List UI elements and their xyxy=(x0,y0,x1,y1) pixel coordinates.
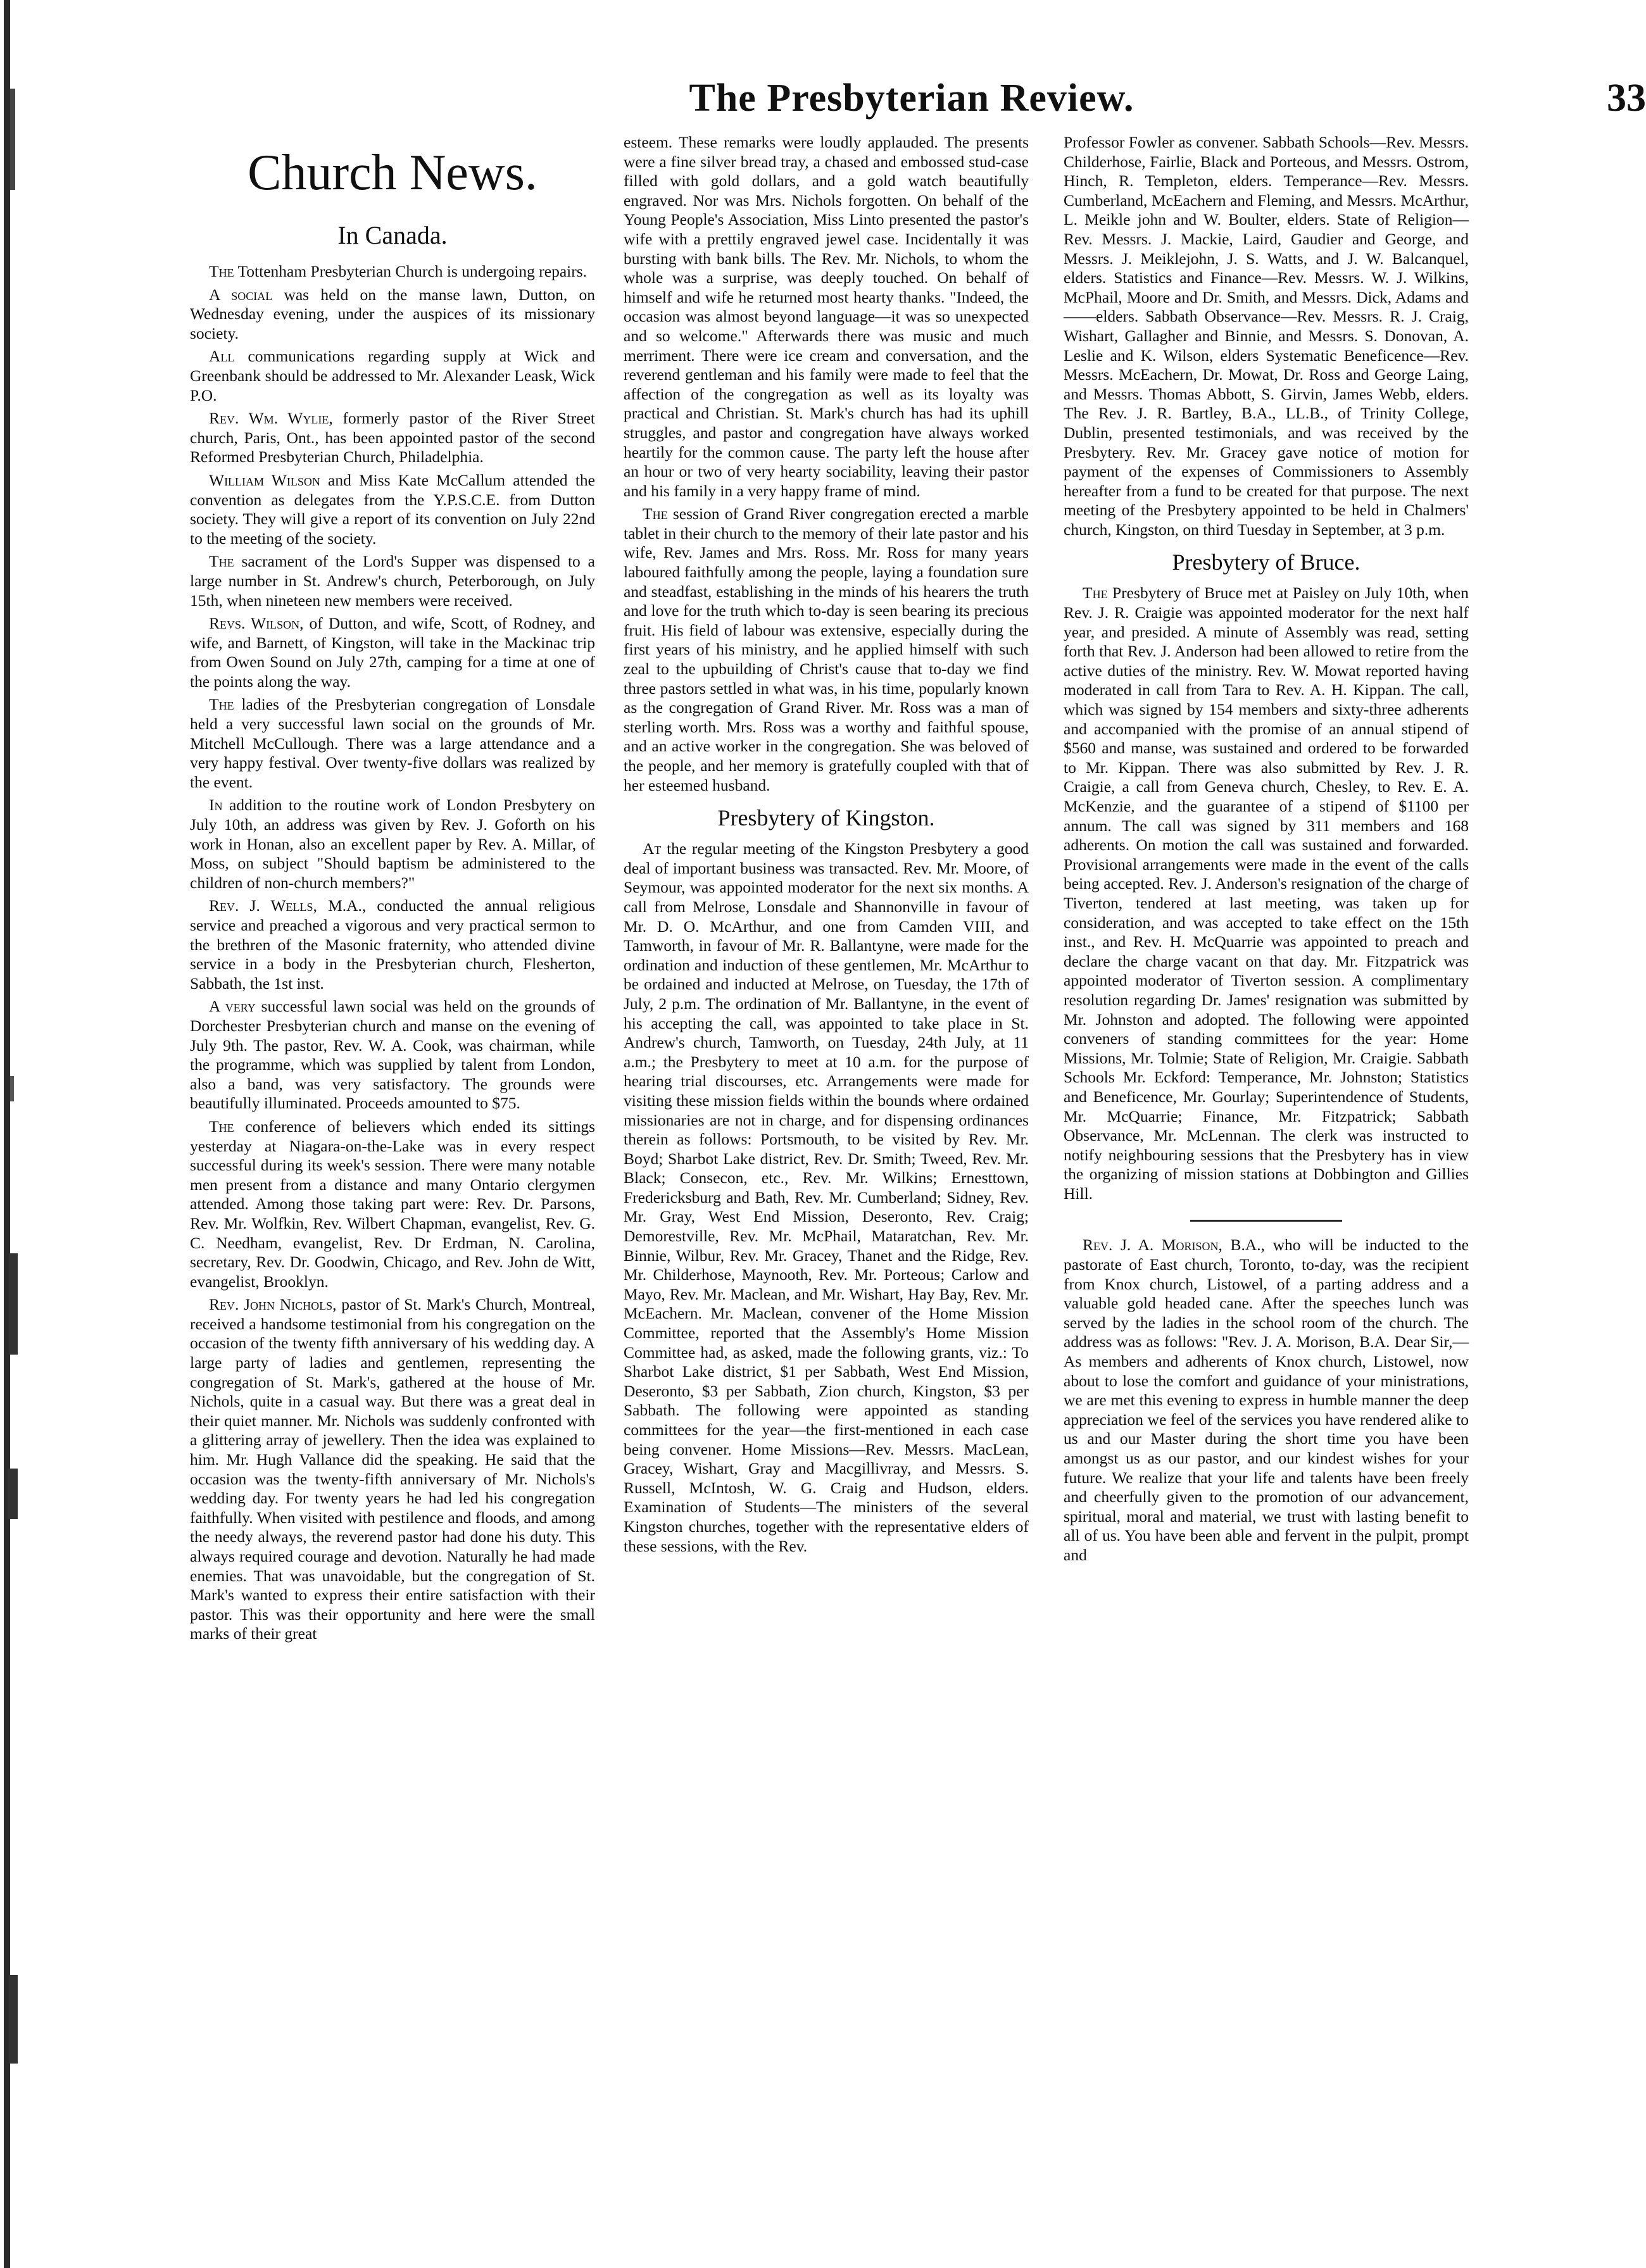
news-paragraph xyxy=(190,1117,595,1291)
paragraph-text: formerly pastor of the River Street church, Paris, Ont., has been appointed pastor of the second Reformed Presbyterian Church, Philadelphia. xyxy=(190,409,595,467)
paragraph-text: conference of believers which ended its sittings yesterday at Niagara-on-the-Lake was in every respect successful during its week's session. There were many notable men present from a distance and many Ontario clergymen attended. Among those taking part were: Rev. Dr. Parsons, Rev. Mr. Wolfkin, Rev. Wilbert Chapman, evangelist, Rev. G. C. Needham, evangelist, Rev. Dr Erdman, N. Carolina, secretary, Rev. Dr. Goodwin, Chicago, and Rev. John de Witt, evangelist, Brooklyn. xyxy=(190,1117,595,1291)
paragraph-lead: Rev. J. A. Morison, xyxy=(1083,1236,1222,1255)
paragraph-lead: The xyxy=(643,504,668,523)
paragraph-text: communications regarding supply at Wick and Greenbank should be addressed to Mr. Alexander Leask, Wick P.O. xyxy=(190,347,595,404)
paragraph-text: the regular meeting of the Kingston Presbytery a good deal of important business was transacted. Rev. Mr. Moore, of Seymour, was appointed moderator for the next six months. A call from Melrose, Lonsdale and Shannonville in favour of Mr. D. O. McArthur, and one from Camden VIII, and Tamworth, in favour of Mr. R. Ballantyne, were made for the ordination and induction of these gentlemen, Mr. McArthur to be ordained and inducted at Melrose, on Tuesday, the 17th of July, 2 p.m. The ordination of Mr. Ballantyne, in the event of his accepting the call, was appointed to take place in St. Andrew's church, Tamworth, on Tuesday, 24th July, at 11 a.m.; the Presbytery to meet at 10 a.m. for the purpose of hearing trial discourses, etc. Arrangements were made for visiting these mission fields within the bounds where ordained missionaries are not in charge, and for dispensing ordinances therein as follows: Portsmouth, to be visited by Rev. Mr. Boyd; Sharbot Lake district, Rev. Dr. Smith; Tweed, Rev. Mr. Black; Consecon, etc., Rev. Mr. Wilkins; Ernesttown, Fredericksburg and Bath, Rev. Mr. Cumberland; Sidney, Rev. Mr. Gray, West End Mission, Deseronto, Rev. Craig; Demorestville, Rev. Mr. McPhail, Mataratchan, Rev. Mr. Binnie, Wilbur, Rev. Mr. Gracey, Thanet and the Ridge, Rev. Mr. Childerhose, Maynooth, Rev. Mr. Porteous; Carlow and Mayo, Rev. Mr. Maclean, and Mr. Wishart, Hay Bay, Rev. Mr. McEachern. Mr. Maclean, convener of the Home Mission Committee, reported that the Assembly's Home Mission Committee had, as asked, made the following grants, viz.: To Sharbot Lake district, $1 per Sabbath, West End Mission, Deseronto, $3 per Sabbath, Zion church, Kingston, $3 per Sabbath. The following were appointed as standing committees for the year—the first-mentioned in each case being convener. Home Missions—Rev. Messrs. MacLean, Gracey, Wishart, Gray and Macgillivray, and Messrs. S. Russell, McIntosh, W. G. Craig and Hudson, elders. Examination of Students—The ministers of the several Kingston churches, together with the representative elders of these sessions, with the Rev. xyxy=(624,839,1029,1555)
section-title-church-news: Church News. xyxy=(248,145,537,201)
paragraph-text: sacrament of the Lord's Supper was dispensed to a large number in St. Andrew's church, Peterborough, on July 15th, when nineteen new members were received. xyxy=(190,552,595,610)
news-paragraph xyxy=(190,552,595,610)
news-paragraph xyxy=(190,896,595,993)
news-paragraph xyxy=(190,409,595,467)
column-right xyxy=(1064,133,1469,2241)
paragraph-lead: All xyxy=(209,347,235,366)
paragraph-lead: Rev. J. Wells, M.A., xyxy=(209,896,367,915)
paragraph-text: esteem. These remarks were loudly applauded. The presents were a fine silver bread tray, a chased and embossed stud-case filled with gold dollars, and a gold watch beautifully engraved. Nor was Mrs. Nichols forgotten. On behalf of the Young People's Association, Miss Linto presented the pastor's wife with a prettily engraved jewel case. Incidentally it was bursting with bank bills. The Rev. Mr. Nichols, to whom the whole was a surprise, was deeply touched. On behalf of himself and wife he returned most hearty thanks. "Indeed, the occasion was almost beyond language—it was so unexpected and so welcome." Afterwards there was music and much merriment. There were ice cream and conversation, and the reverend gentleman and his family were made to feel that the affection of the congregation as well as its loyalty was practical and Christian. St. Mark's church has had its uphill struggles, and pastor and congregation have always worked heartily for the common cause. The party left the house after an hour or two of very hearty sociability, leaving their pastor and his family in a very happy frame of mind. xyxy=(624,133,1029,500)
paragraph-lead: The xyxy=(209,552,234,571)
news-paragraph xyxy=(190,285,595,344)
news-paragraph xyxy=(190,695,595,792)
paragraph-text: of Dutton, and wife, Scott, of Rodney, and wife, and Barnett, of Kingston, will take in the Mackinac trip from Owen Sound on July 27th, camping for a time at one of the points along the way. xyxy=(190,614,596,691)
binding-edge xyxy=(0,0,44,2268)
paragraph-lead: The xyxy=(209,1117,234,1136)
news-paragraph xyxy=(1064,584,1469,1203)
paragraph-lead: The xyxy=(1083,584,1108,603)
paragraph-text: Professor Fowler as convener. Sabbath Schools—Rev. Messrs. Childerhose, Fairlie, Black and Porteous, and Messrs. Ostrom, Hinch, R. Templeton, elders. Temperance—Rev. Messrs. Cumberland, McEachern and Fleming, and Messrs. McArthur, L. Meikle john and W. Boulter, elders. State of Religion—Rev. Messrs. J. Mackie, Laird, Gaudier and George, and Messrs. J. Meiklejohn, J. S. Watts, and J. W. Balcanquel, elders. Statistics and Finance—Rev. Messrs. W. J. Wilkins, McPhail, Moore and Dr. Smith, and Messrs. Dick, Adams and——elders. Sabbath Observance—Rev. Messrs. R. J. Craig, Wishart, Gallagher and Binnie, and Messrs. S. Donovan, A. Leslie and K. Wilson, elders Systematic Beneficence—Rev. Messrs. McEachern, Dr. Mowat, Dr. Ross and George Laing, and Messrs. Thomas Abbott, S. Girvin, James Webb, elders. The Rev. J. R. Bartley, B.A., LL.B., of Trinity College, Dublin, presented testimonials, and was received by the Presbytery. Rev. Mr. Gracey gave notice of motion for payment of the expenses of Commissioners to Assembly hereafter from a fund to be created for that purpose. The next meeting of the Presbytery appointed to be held in Chalmers' church, Kingston, on third Tuesday in September, at 3 p.m. xyxy=(1064,133,1469,539)
subsection-title-in-canada: In Canada. xyxy=(337,221,448,249)
news-paragraph xyxy=(624,133,1029,501)
paragraph-text: Presbytery of Bruce met at Paisley on July 10th, when Rev. J. R. Craigie was appointed moderator for the next half year, and presided. A minute of Assembly was read, setting forth that Rev. J. Anderson had been allowed to retire from the active duties of the ministry. Rev. W. Mowat reported having moderated in call from Tara to Rev. A. H. Kippan. The call, which was signed by 154 members and sixty-three adherents and accompanied with the promise of an annual stipend of $560 and manse, was sustained and ordered to be forwarded to Mr. Kippan. There was also submitted by Rev. J. R. Craigie, a call from Geneva church, Chesley, to Rev. E. A. McKenzie, and the guarantee of a stipend of $1100 per annum. The call was signed by 311 members and 168 adherents. On motion the call was sustained and forwarded. Provisional arrangements were made in the event of the calls being accepted. Rev. J. Anderson's resignation of the charge of Tiverton, tendered at last meeting, was taken up for consideration, and was accepted to take effect on the 15th inst., and Rev. H. McQuarrie was appointed to preach and declare the charge vacant on that day. Mr. Fitzpatrick was appointed moderator of Tiverton session. A complimentary resolution regarding Dr. James' resignation was submitted by Mr. Johnston and adopted. The following were appointed conveners of standing committees for the year: Home Missions, Mr. Tolmie; State of Religion, Mr. Craigie. Sabbath Schools Mr. Eckford: Temperance, Mr. Johnston; Statistics and Beneficence, Mr. Gourlay; Superintendence of Students, Mr. McQuarrie; Finance, Mr. Fitzpatrick; Sabbath Observance, Mr. McLennan. The clerk was instructed to notify neighbouring sessions that the Presbytery has in view the organizing of mission stations at Dobbington and Gillies Hill. xyxy=(1064,584,1469,1203)
news-paragraph xyxy=(1064,1236,1469,1565)
paragraph-text: B.A., who will be inducted to the pastorate of East church, Toronto, to-day, was the recipient from Knox church, Listowel, of a parting address and a valuable gold headed cane. After the speeches lunch was served by the ladies in the school room of the church. The address was as follows: "Rev. J. A. Morison, B.A. Dear Sir,—As members and adherents of Knox church, Listowel, now about to lose the comfort and guidance of your ministrations, we are met this evening to express in humble manner the deep appreciation we feel of the services you have rendered alike to us and our Master during the short time you have been amongst us as our pastor, and our kindest wishes for your future. We realize that your life and talents have been freely and cheerfully given to the promotion of our advancement, spiritual, moral and material, we trust with lasting benefit to all of us. You have been able and fervent in the pulpit, prompt and xyxy=(1064,1236,1469,1564)
paragraph-text: and Miss Kate McCallum attended the convention as delegates from the Y.P.S.C.E. from Dutton society. They will give a report of its convention on July 22nd to the meeting of the society. xyxy=(190,470,595,548)
paragraph-text: was held on the manse lawn, Dutton, on Wednesday evening, under the auspices of its missionary society. xyxy=(190,285,595,342)
paragraph-text: ladies of the Presbyterian congregation of Lonsdale held a very successful lawn social on the grounds of Mr. Mitchell McCullough. There was a large attendance and a very happy festival. Over twenty-five dollars was realized by the event. xyxy=(190,695,595,791)
paragraph-lead: The xyxy=(209,262,234,280)
news-paragraph xyxy=(190,997,595,1113)
paragraph-lead: A very xyxy=(209,997,256,1016)
news-paragraph xyxy=(190,471,595,548)
news-paragraph xyxy=(190,1295,595,1644)
paragraph-text: conducted the annual religious service and preached a vigorous and very practical sermon to the brethren of the Masonic fraternity, who attended divine service in a body in the Presbyterian church, Flesherton, Sabbath, the 1st inst. xyxy=(190,896,596,993)
paragraph-text: successful lawn social was held on the grounds of Dorchester Presbyterian church and manse on the evening of July 9th. The pastor, Rev. W. A. Cook, was chairman, while the programme, which was supplied by talent from London, also a band, was very satisfactory. The grounds were beautifully illuminated. Proceeds amounted to $75. xyxy=(190,997,596,1113)
paragraph-text: Tottenham Presbyterian Church is undergoing repairs. xyxy=(234,262,587,280)
paragraph-text: session of Grand River congregation erected a marble tablet in their church to the memory of their late pastor and his wife, Rev. James and Mrs. Ross. Mr. Ross for many years laboured faithfully among the people, laying a foundation sure and steadfast, establishing in the minds of his hearers the truth and love for the truth which to-day is seen bearing its precious fruit. His field of labour was extensive, especially during the first years of his ministry, and he applied himself with such zeal to the upbuilding of Christ's cause that to-day we find three pastors settled in what was, in his time, popularly known as the congregation of Grand River. Mr. Ross was a man of sterling worth. Mrs. Ross was a worthy and faithful spouse, and an active worker in the congregation. She was beloved of the people, and her memory is gratefully coupled with that of her esteemed husband. xyxy=(624,504,1029,794)
paragraph-lead: William Wilson xyxy=(209,470,320,489)
column-middle xyxy=(624,133,1029,2241)
news-paragraph xyxy=(1064,133,1469,539)
morison-item xyxy=(1064,1236,1469,1565)
page-number: 33 xyxy=(1607,77,1646,120)
paragraph-lead: In xyxy=(209,796,223,815)
column-left xyxy=(190,133,595,2241)
kingston-report xyxy=(624,839,1029,1556)
news-items-middle xyxy=(624,133,1029,795)
paragraph-text: addition to the routine work of London Presbytery on July 10th, an address was given by Rev. J. Goforth on his work in Honan, also an excellent paper by Rev. A. Millar, of Moss, on subject "Should baptism be administered to the children of non-church members?" xyxy=(190,796,595,892)
section-title-presbytery-of-bruce: Presbytery of Bruce. xyxy=(1172,549,1360,575)
news-paragraph xyxy=(190,614,595,691)
paragraph-lead: At xyxy=(643,839,662,858)
section-divider xyxy=(1190,1220,1342,1222)
paragraph-lead: The xyxy=(209,695,234,714)
paragraph-lead: A social xyxy=(209,285,273,304)
bruce-report xyxy=(1064,584,1469,1203)
running-title: The Presbyterian Review. xyxy=(689,77,1134,120)
paragraph-lead: Rev. John Nichols, xyxy=(209,1295,337,1314)
section-title-presbytery-of-kingston: Presbytery of Kingston. xyxy=(717,805,935,831)
news-paragraph xyxy=(190,262,595,282)
news-paragraph xyxy=(624,504,1029,795)
news-paragraph xyxy=(624,839,1029,1556)
paragraph-lead: Revs. Wilson, xyxy=(209,614,304,633)
paragraph-text: pastor of St. Mark's Church, Montreal, received a handsome testimonial from his congregation on the occasion of the twenty fifth anniversary of his wedding day. A large party of ladies and gentlemen, representing the congregation of St. Mark's, gathered at the house of Mr. Nichols, quite in a casual way. But there was a great deal in their quiet manner. Mr. Nichols was suddenly confronted with a glittering array of jewellery. Then the idea was explained to him. Mr. Hugh Vallance did the speaking. He said that the occasion was the twenty-fifth anniversary of Mr. Nichols's wedding day. For twenty years he had led his congregation faithfully. When visited with pestilence and floods, and among the needy always, the reverend pastor had done his duty. This always required courage and devotion. Naturally he had made enemies. That was unavoidable, but the congregation of St. Mark's wanted to express their entire satisfaction with their pastor. This was their opportunity and here were the small marks of their great xyxy=(190,1295,595,1643)
news-paragraph xyxy=(190,347,595,405)
kingston-report-continued xyxy=(1064,133,1469,539)
paragraph-lead: Rev. Wm. Wylie, xyxy=(209,409,333,428)
page-header xyxy=(190,63,1646,133)
news-items-left xyxy=(190,262,595,1644)
news-paragraph xyxy=(190,796,595,893)
